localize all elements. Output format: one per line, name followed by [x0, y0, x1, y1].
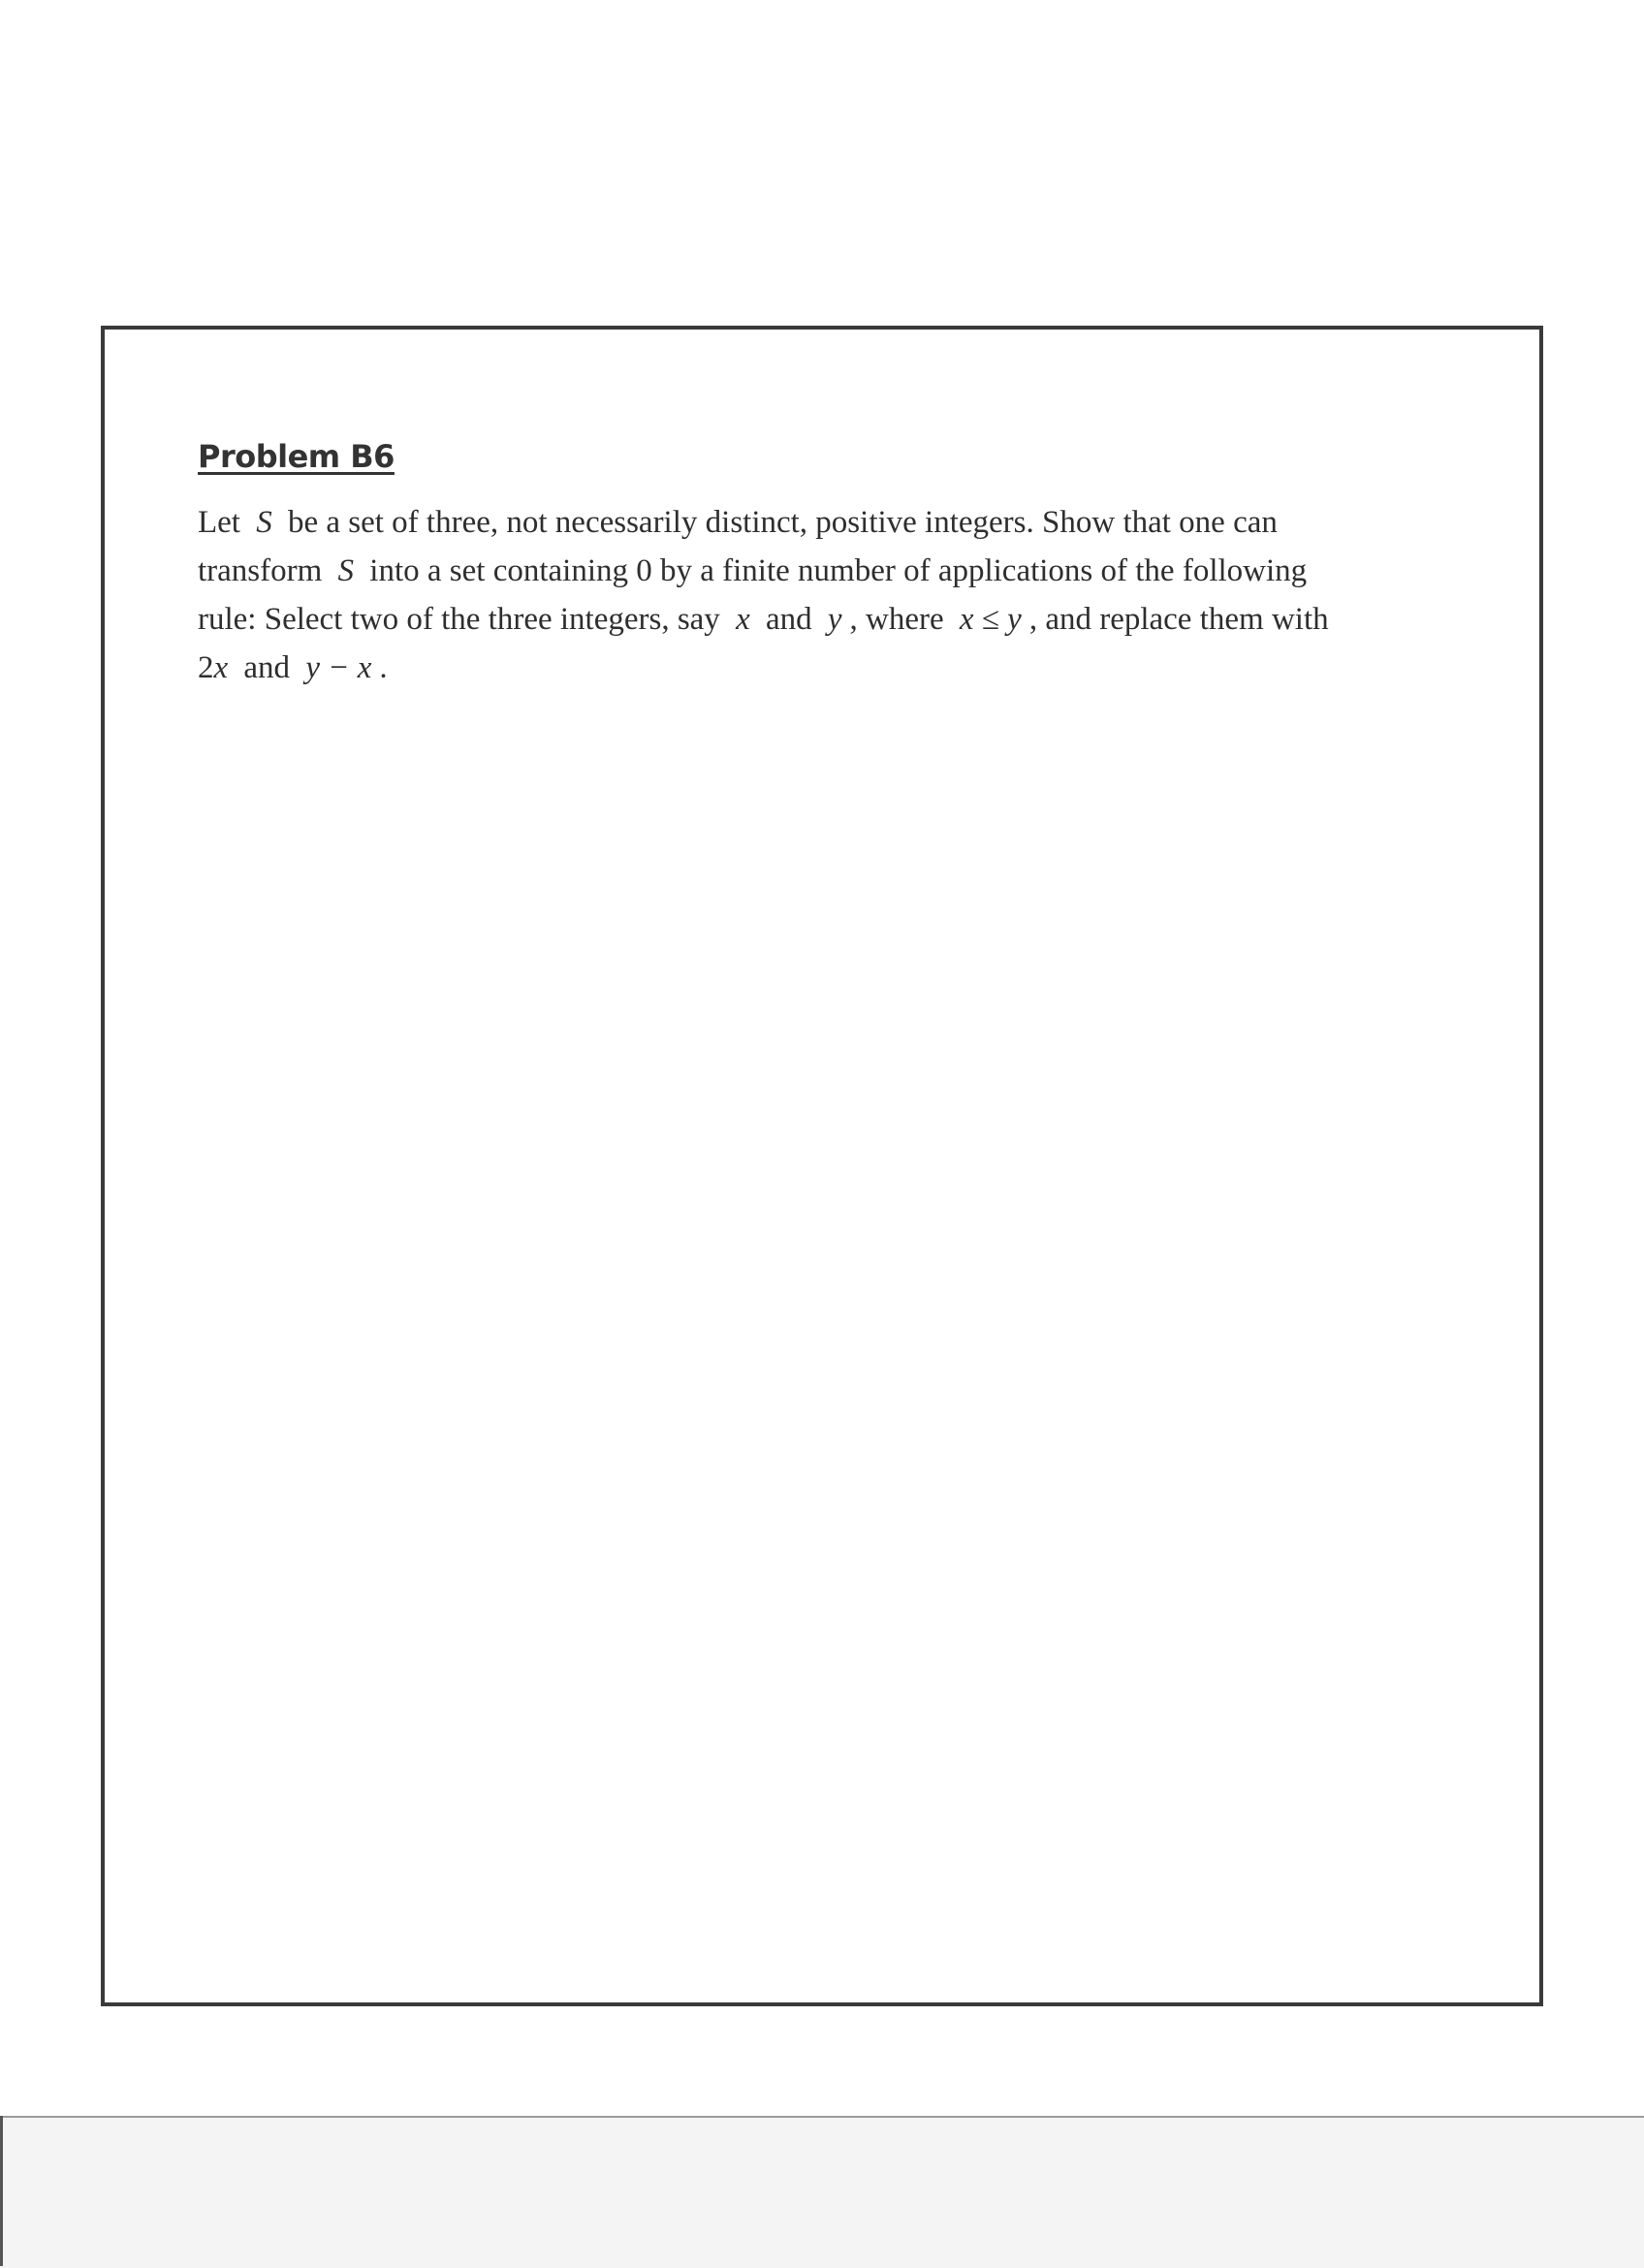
page-edge-shadow [0, 2116, 3, 2266]
math-var: x [736, 602, 750, 637]
page-edge [0, 2116, 1644, 2268]
math-var: y [827, 602, 842, 637]
statement-line-2: transform S into a set containing 0 by a finite number of applications of the following [198, 553, 1308, 588]
statement-line-4: 2x and y − x . [198, 650, 388, 685]
problem-box [101, 326, 1543, 2006]
problem-title: Problem B6 [198, 438, 395, 475]
math-var: S [256, 505, 272, 540]
math-var: S [337, 553, 355, 588]
math-inequality: x ≤ y [959, 602, 1022, 637]
math-var: x [213, 650, 229, 685]
statement-line-1: Let S be a set of three, not necessarily distinct, positive integers. Show that one can [198, 505, 1278, 540]
statement-line-3: rule: Select two of the three integers, say x and y , where x ≤ y , and replace them with [198, 602, 1329, 637]
math-expression: y − x [305, 650, 372, 685]
problem-statement [198, 498, 1487, 692]
